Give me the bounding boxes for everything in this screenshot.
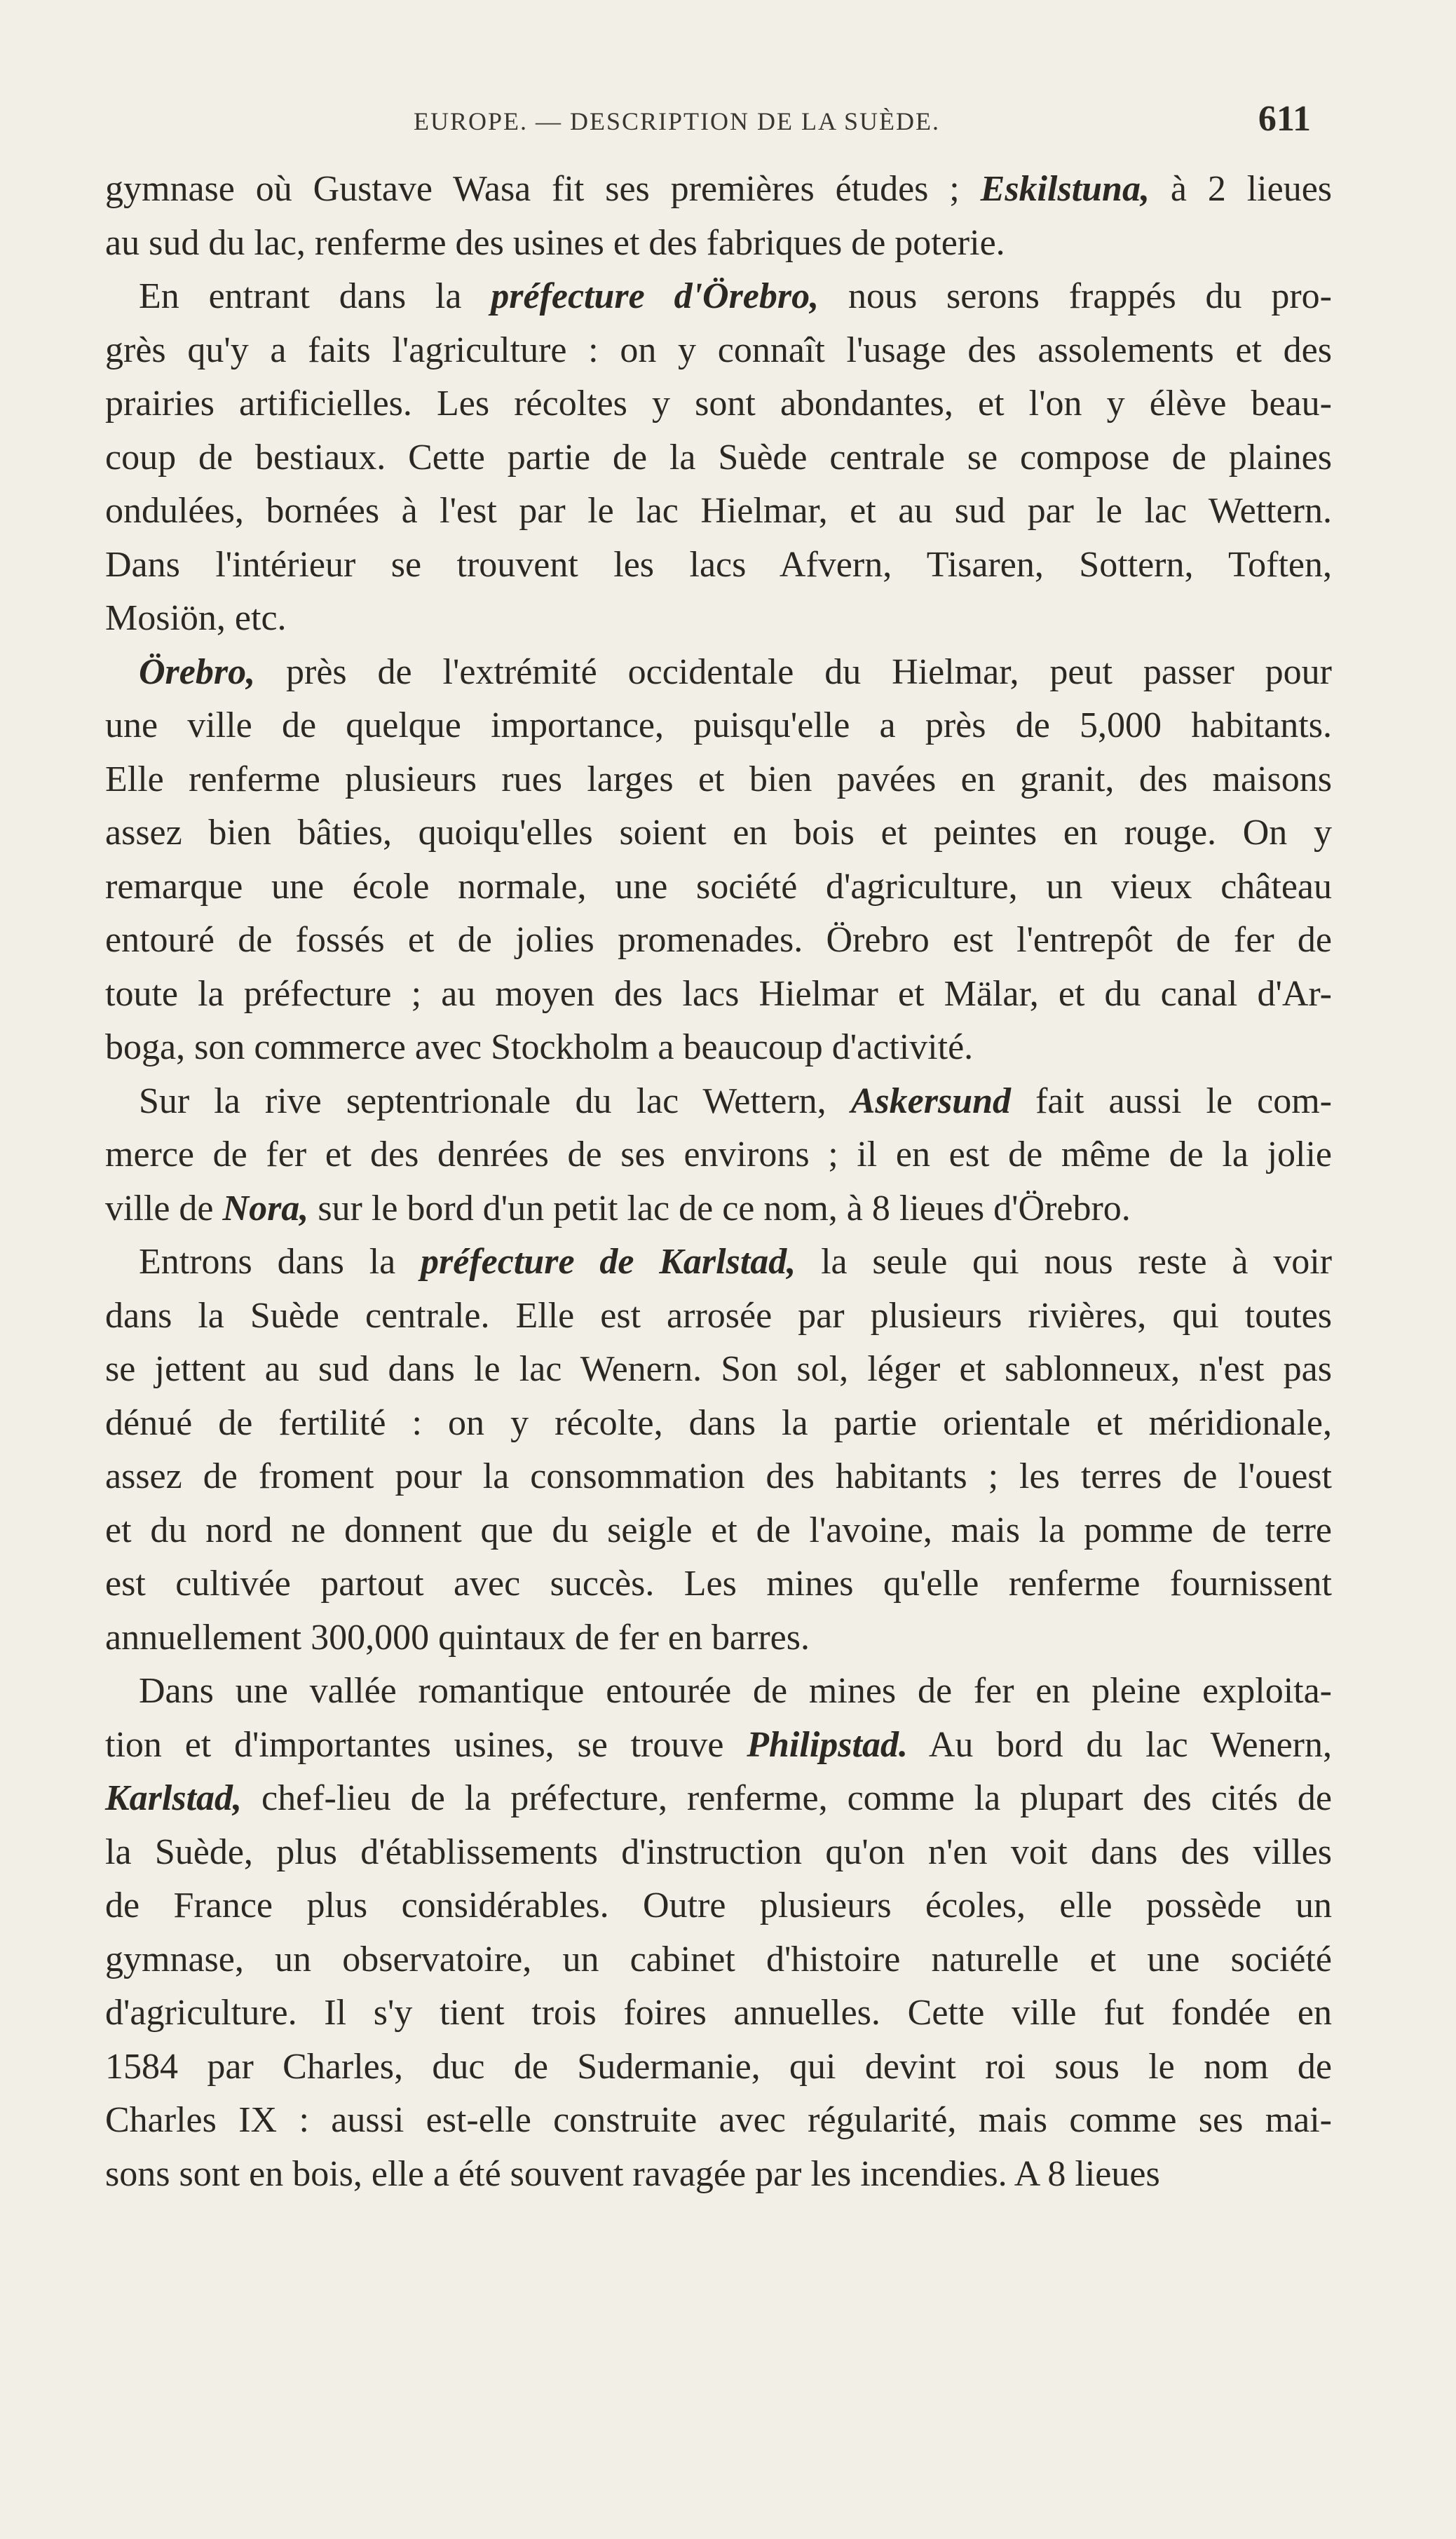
text-line — [105, 1397, 1332, 1451]
text-run: prairies artificielles. Les récoltes y sont abondantes, et l'on y élève beau- — [105, 384, 1332, 424]
text-run: à 2 lieues — [1149, 169, 1333, 209]
text-run: près de l'extrémité occidentale du Hielmar, peut passer pour — [255, 651, 1332, 692]
text-line — [105, 646, 1332, 700]
text-run: coup de bestiaux. Cette partie de la Suède centrale se compose de plaines — [105, 437, 1332, 478]
text-line — [105, 968, 1332, 1022]
text-line — [105, 753, 1332, 807]
text-run: assez bien bâties, quoiqu'elles soient en bois et peintes en rouge. On y — [105, 813, 1332, 853]
text-run: sur le bord d'un petit lac de ce nom, à 8 lieues d'Örebro. — [308, 1188, 1131, 1228]
text-run: remarque une école normale, une société d'agriculture, un vieux château — [105, 866, 1332, 907]
text-line — [105, 1719, 1332, 1773]
text-run: tion et d'importantes usines, se trouve — [105, 1724, 747, 1765]
text-line — [105, 699, 1332, 753]
text-line — [105, 860, 1332, 914]
text-line — [105, 1182, 1332, 1236]
place-name: Askersund — [850, 1081, 1012, 1121]
paragraph — [105, 646, 1332, 1075]
text-run: d'agriculture. Il s'y tient trois foires annuelles. Cette ville fut fondée en — [105, 1993, 1332, 2033]
text-run: de France plus considérables. Outre plusieurs écoles, elle possède un — [105, 1885, 1332, 1925]
text-line — [105, 914, 1332, 968]
running-title: EUROPE. — DESCRIPTION DE LA SUÈDE. — [414, 107, 941, 135]
text-run: gymnase, un observatoire, un cabinet d'histoire naturelle et une société — [105, 1939, 1332, 1979]
text-run: annuellement 300,000 quintaux de fer en barres. — [105, 1617, 810, 1658]
place-name: Philipstad. — [747, 1724, 908, 1765]
text-line — [105, 539, 1332, 593]
text-run: boga, son commerce avec Stockholm a beaucoup d'activité. — [105, 1027, 974, 1067]
place-name: Karlstad, — [105, 1778, 243, 1818]
paragraph — [105, 1665, 1332, 2201]
text-run: Dans une vallée romantique entourée de mines de fer en pleine exploita- — [139, 1671, 1332, 1711]
text-run: entouré de fossés et de jolies promenades. Örebro est l'entrepôt de fer de — [105, 920, 1332, 960]
text-line — [105, 806, 1332, 860]
text-run: grès qu'y a faits l'agriculture : on y connaît l'usage des assolements et des — [105, 330, 1332, 370]
text-run: 1584 par Charles, duc de Sudermanie, qui devint roi sous le nom de — [105, 2046, 1332, 2087]
paragraph — [105, 270, 1332, 646]
paragraph — [105, 1075, 1332, 1236]
text-line — [105, 431, 1332, 485]
text-line — [105, 163, 1332, 217]
text-run: merce de fer et des denrées de ses environs ; il en est de même de la jolie — [105, 1135, 1332, 1174]
text-line — [105, 217, 1332, 271]
text-line — [105, 270, 1332, 324]
text-line — [105, 377, 1332, 431]
text-line — [105, 592, 1332, 646]
text-run: Entrons dans la — [139, 1242, 421, 1282]
text-run: se jettent au sud dans le lac Wenern. Son sol, léger et sablonneux, n'est pas — [105, 1349, 1332, 1389]
text-line — [105, 2148, 1332, 2202]
text-run: Charles IX : aussi est-elle construite avec régularité, mais comme ses mai- — [105, 2100, 1332, 2140]
text-line — [105, 1021, 1332, 1075]
body-text — [105, 163, 1332, 2201]
place-name: Eskilstuna, — [980, 169, 1150, 209]
text-run: ondulées, bornées à l'est par le lac Hielmar, et au sud par le lac Wettern. — [105, 491, 1332, 531]
text-line — [105, 1235, 1332, 1289]
text-line — [105, 485, 1332, 539]
text-run: Dans l'intérieur se trouvent les lacs Afvern, Tisaren, Sottern, Toften, — [105, 544, 1332, 585]
text-run: Au bord du lac Wenern, — [907, 1724, 1332, 1765]
text-line — [105, 1772, 1332, 1826]
text-run: nous serons frappés du pro- — [819, 276, 1332, 316]
text-line — [105, 1826, 1332, 1880]
text-line — [105, 1665, 1332, 1719]
text-run: ville de — [105, 1188, 223, 1228]
text-line — [105, 1450, 1332, 1504]
text-run: gymnase où Gustave Wasa fit ses premières études ; — [105, 169, 981, 209]
text-run: et du nord ne donnent que du seigle et de l'avoine, mais la pomme de terre — [105, 1510, 1332, 1550]
text-run: Mosiön, etc. — [105, 598, 287, 638]
text-run: la Suède, plus d'établissements d'instruction qu'on n'en voit dans des villes — [105, 1832, 1332, 1872]
text-run: Sur la rive septentrionale du lac Wettern, — [139, 1081, 851, 1121]
text-line — [105, 1557, 1332, 1611]
text-line — [105, 1289, 1332, 1343]
text-run: En entrant dans la — [139, 276, 491, 316]
text-run: assez de froment pour la consommation des habitants ; les terres de l'ouest — [105, 1456, 1332, 1496]
paragraph — [105, 1235, 1332, 1665]
text-run: est cultivée partout avec succès. Les mines qu'elle renferme fournissent — [105, 1564, 1332, 1604]
text-line — [105, 1879, 1332, 1933]
text-line — [105, 1504, 1332, 1558]
text-line — [105, 1343, 1332, 1397]
text-run: sons sont en bois, elle a été souvent ravagée par les incendies. A 8 lieues — [105, 2153, 1160, 2194]
paragraph — [105, 163, 1332, 270]
text-line — [105, 1128, 1332, 1182]
text-run: fait aussi le com- — [1011, 1081, 1332, 1121]
text-run: une ville de quelque importance, puisqu'elle a près de 5,000 habitants. — [105, 705, 1332, 745]
text-line — [105, 1611, 1332, 1665]
place-name: préfecture de Karlstad, — [421, 1242, 796, 1282]
page-header — [105, 98, 1332, 140]
place-name: préfecture d'Örebro, — [491, 276, 819, 316]
text-line — [105, 324, 1332, 378]
text-run: chef-lieu de la préfecture, renferme, comme la plupart des cités de — [242, 1778, 1332, 1818]
page-number: 611 — [1258, 99, 1311, 139]
text-line — [105, 1933, 1332, 1987]
text-run: Elle renferme plusieurs rues larges et bien pavées en granit, des maisons — [105, 759, 1332, 799]
text-line — [105, 2040, 1332, 2094]
text-run: toute la préfecture ; au moyen des lacs Hielmar et Mälar, et du canal d'Ar- — [105, 973, 1332, 1014]
text-line — [105, 1986, 1332, 2040]
text-line — [105, 1075, 1332, 1129]
text-run: au sud du lac, renferme des usines et des fabriques de poterie. — [105, 222, 1005, 263]
text-run: la seule qui nous reste à voir — [796, 1242, 1333, 1282]
text-line — [105, 2094, 1332, 2148]
text-run: dans la Suède centrale. Elle est arrosée par plusieurs rivières, qui toutes — [105, 1295, 1332, 1336]
text-run: dénué de fertilité : on y récolte, dans la partie orientale et méridionale, — [105, 1402, 1332, 1443]
place-name: Nora, — [222, 1188, 309, 1228]
place-name: Örebro, — [139, 651, 256, 692]
